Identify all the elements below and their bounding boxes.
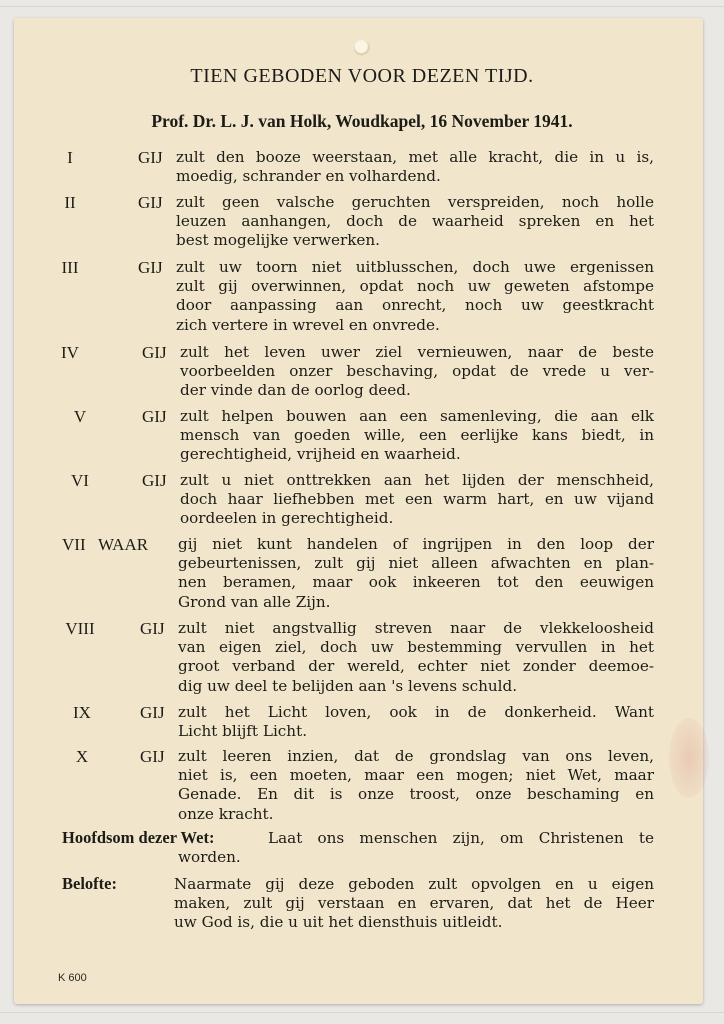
hoofdsom-line: worden. — [178, 848, 241, 866]
punch-hole — [354, 40, 370, 56]
commandment-line: groot verband der wereld, echter niet zonder deemoe- — [178, 657, 654, 676]
commandment-lead: GIJ — [138, 258, 163, 277]
commandment-lead: GIJ — [140, 703, 165, 722]
stain-mark — [669, 718, 709, 798]
belofte-line: uw God is, die u uit het diensthuis uitleidt. — [174, 913, 503, 932]
commandment-line: doch haar liefhebben met een warm hart, en uw vijand — [180, 490, 654, 509]
commandment-number: II — [64, 193, 76, 212]
belofte-label: Belofte: — [62, 874, 117, 893]
commandment-line: zult u niet onttrekken aan het lijden der menschheid, — [180, 471, 654, 489]
commandment-line: van eigen ziel, doch uw bestemming vervullen in het — [178, 638, 654, 657]
commandment-number: IX — [73, 703, 91, 722]
commandment-line: der vinde dan de oorlog deed. — [180, 381, 411, 400]
commandment-number: III — [61, 258, 79, 277]
commandment-line: zult helpen bouwen aan een samenleving, die aan elk — [180, 407, 654, 425]
commandment-number: IV — [61, 343, 79, 362]
commandment-number: I — [67, 148, 73, 167]
commandment-line: zich vertere in wrevel en onvrede. — [176, 315, 440, 334]
commandment-line: zult uw toorn niet uitblusschen, doch uwe ergenissen — [176, 258, 654, 276]
belofte-line: maken, zult gij verstaan en ervaren, dat het de Heer — [174, 894, 654, 913]
print-code: K 600 — [58, 972, 87, 984]
commandment-lead: GIJ — [138, 148, 163, 167]
commandment-lead: GIJ — [140, 619, 165, 638]
commandment-line: door aanpassing aan onrecht, noch uw geestkracht — [176, 296, 654, 315]
commandment-line: zult geen valsche geruchten verspreiden, noch holle — [176, 193, 654, 211]
commandment-number: VI — [71, 471, 89, 490]
commandment-line: dig uw deel te belijden aan 's levens schuld. — [178, 676, 518, 695]
belofte-line: Naarmate gij deze geboden zult opvolgen en u eigen — [174, 875, 654, 893]
commandment-lead: WAAR — [98, 535, 149, 554]
commandment-line: moedig, schrander en volhardend. — [176, 167, 441, 186]
commandment-number: VIII — [65, 619, 95, 638]
commandment-line: zult gij overwinnen, opdat noch uw geweten afstompe — [176, 277, 654, 296]
commandment-line: onze kracht. — [178, 804, 274, 823]
commandment-line: best mogelijke verwerken. — [176, 231, 381, 250]
hoofdsom-line: Laat ons menschen zijn, om Christenen te — [268, 829, 654, 847]
commandment-line: gebeurtenissen, zult gij niet alleen afwachten en plan- — [178, 554, 654, 573]
commandment-number: V — [73, 407, 87, 426]
commandment-line: gerechtigheid, vrijheid en waarheid. — [180, 445, 461, 464]
commandment-line: Grond van alle Zijn. — [178, 592, 331, 611]
commandment-line: mensch van goeden wille, een eerlijke kans biedt, in — [180, 426, 654, 445]
commandment-line: zult leeren inzien, dat de grondslag van ons leven, — [178, 747, 654, 765]
commandment-line: voorbeelden onzer beschaving, opdat de vrede u ver- — [180, 362, 654, 381]
commandment-line: Licht blijft Licht. — [178, 722, 308, 741]
commandment-lead: GIJ — [142, 343, 167, 362]
commandment-number: X — [75, 747, 89, 766]
commandment-lead: GIJ — [140, 747, 165, 766]
document-subtitle: Prof. Dr. L. J. van Holk, Woudkapel, 16 November 1941. — [151, 111, 573, 131]
commandment-line: Genade. En dit is onze troost, onze beschaming en — [178, 785, 654, 804]
commandment-lead: GIJ — [138, 193, 163, 212]
commandment-line: leuzen aanhangen, doch de waarheid spreken en het — [176, 212, 654, 231]
commandment-line: zult den booze weerstaan, met alle kracht, die in u is, — [176, 148, 654, 166]
commandment-line: oordeelen in gerechtigheid. — [180, 509, 394, 528]
commandment-line: zult niet angstvallig streven naar de vlekkeloosheid — [178, 619, 654, 637]
commandment-lead: GIJ — [142, 471, 167, 490]
commandment-line: nen beramen, maar ook inkeeren tot den eeuwigen — [178, 573, 654, 592]
commandment-lead: GIJ — [142, 407, 167, 426]
commandment-number: VII — [62, 535, 86, 554]
commandment-line: zult het Licht loven, ook in de donkerheid. Want — [178, 703, 654, 721]
document-title: TIEN GEBODEN VOOR DEZEN TIJD. — [190, 65, 534, 87]
hoofdsom-label: Hoofdsom dezer Wet: — [62, 828, 215, 847]
commandment-line: niet is, een moeten, maar een mogen; niet Wet, maar — [178, 766, 654, 785]
commandment-line: zult het leven uwer ziel vernieuwen, naar de beste — [180, 343, 654, 361]
commandment-line: gij niet kunt handelen of ingrijpen in den loop der — [178, 535, 654, 553]
